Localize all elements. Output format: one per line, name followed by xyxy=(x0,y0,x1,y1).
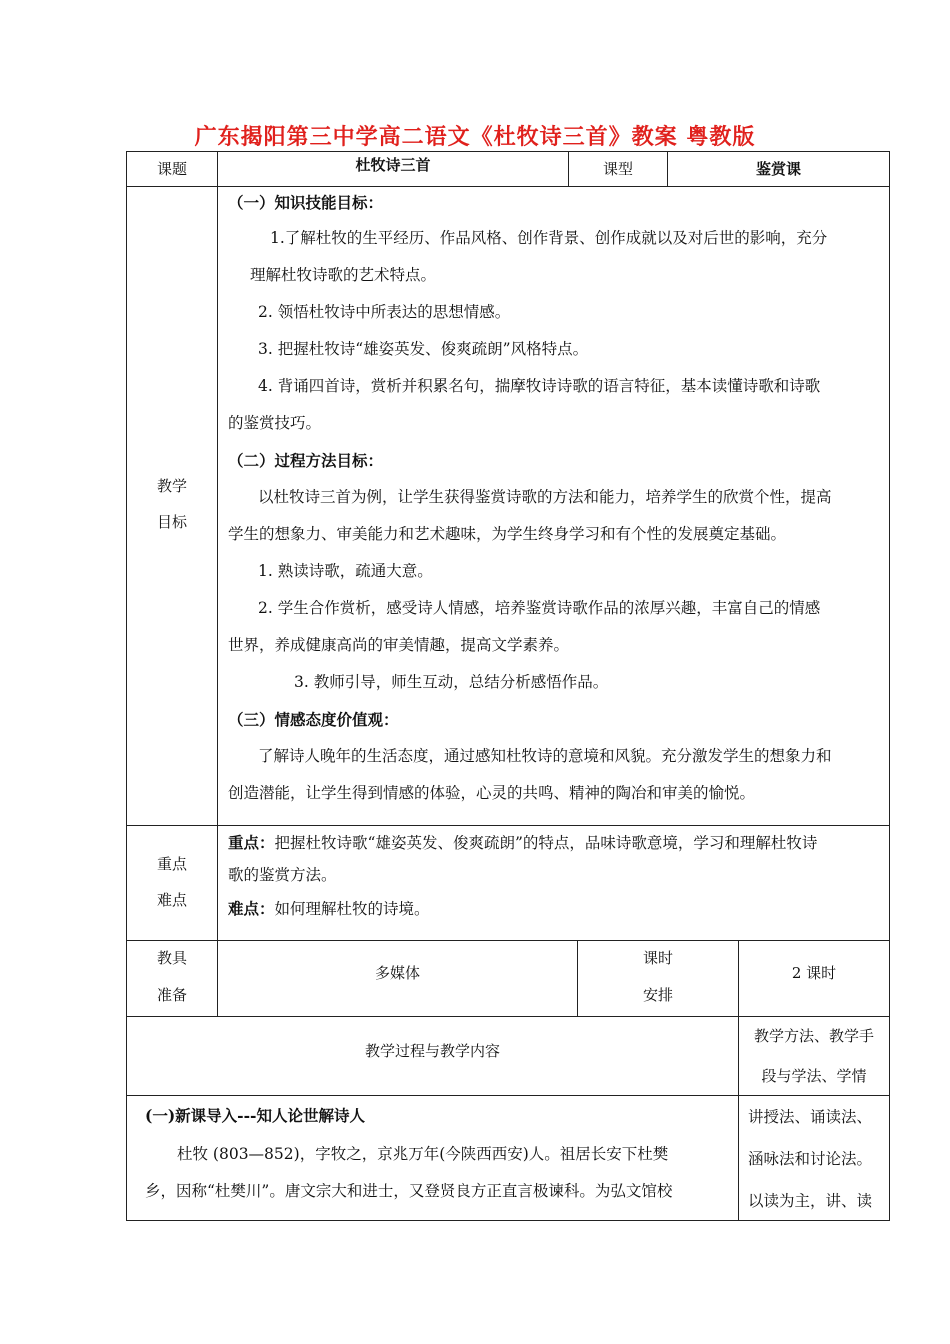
intro-paragraph-b: 乡，因称“杜樊川”。唐文宗大和进士，又登贤良方正直言极谏科。为弘文馆校 xyxy=(145,1182,673,1200)
objective-k3: 3. 把握杜牧诗“雄姿英发、俊爽疏朗”风格特点。 xyxy=(258,340,589,358)
key-points-content xyxy=(218,826,886,926)
key-point-text-a: 把握杜牧诗歌“雄姿英发、俊爽疏朗”的特点，品味诗歌意境，学习和理解杜牧诗 xyxy=(274,834,818,852)
course-value: 杜牧诗三首 xyxy=(355,156,431,174)
objectives-label: 教学 目标 xyxy=(156,477,187,531)
key-point-text-b: 歌的鉴赏方法。 xyxy=(228,866,337,884)
process-heading: （二）过程方法目标： xyxy=(228,451,384,470)
emotion-heading: （三）情感态度价值观： xyxy=(228,710,399,729)
objective-k4-b: 的鉴赏技巧。 xyxy=(228,414,322,432)
process-header-left: 教学过程与教学内容 xyxy=(364,1042,500,1060)
objective-m2-a: 2. 学生合作赏析，感受诗人情感，培养鉴赏诗歌作品的浓厚兴趣，丰富自己的情感 xyxy=(258,599,821,617)
objective-m1: 1. 熟读诗歌，疏通大意。 xyxy=(258,562,433,580)
objective-k2: 2. 领悟杜牧诗中所表达的思想情感。 xyxy=(258,303,511,321)
type-value: 鉴赏课 xyxy=(755,160,801,178)
knowledge-heading: （一）知识技能目标： xyxy=(228,193,384,212)
page-title: 广东揭阳第三中学高二语文《杜牧诗三首》教案 粤教版 xyxy=(194,125,756,150)
tools-value: 多媒体 xyxy=(374,964,420,982)
objective-e-a: 了解诗人晚年的生活态度，通过感知杜牧诗的意境和风貌。充分激发学生的想象力和 xyxy=(258,747,832,765)
objective-m2-b: 世界，养成健康高尚的审美情趣，提高文学素养。 xyxy=(228,636,570,654)
objective-m3: 3. 教师引导，师生互动，总结分析感悟作品。 xyxy=(294,673,609,691)
intro-paragraph-a: 杜牧 (803—852)，字牧之，京兆万年(今陕西西安)人。祖居长安下杜樊 xyxy=(177,1145,669,1163)
objectives-content xyxy=(218,186,886,812)
intro-heading: (一)新课导入---知人论世解诗人 xyxy=(145,1106,365,1125)
intro-content xyxy=(127,1096,735,1210)
objective-m0-b: 学生的想象力、审美能力和艺术趣味，为学生终身学习和有个性的发展奠定基础。 xyxy=(228,525,787,543)
objective-e-b: 创造潜能，让学生得到情感的体验，心灵的共鸣、精神的陶冶和审美的愉悦。 xyxy=(228,784,756,802)
difficulty-text: 如何理解杜牧的诗境。 xyxy=(274,900,430,918)
objective-m0-a: 以杜牧诗三首为例，让学生获得鉴赏诗歌的方法和能力，培养学生的欣赏个性，提高 xyxy=(258,488,832,506)
key-point-label: 重点： xyxy=(228,833,275,852)
type-label: 课型 xyxy=(602,160,633,178)
course-label: 课题 xyxy=(156,160,187,178)
tools-label: 教具 准备 xyxy=(156,949,187,1004)
difficulty-label: 难点： xyxy=(228,899,275,918)
objective-k1-a: 1.了解杜牧的生平经历、作品风格、创作背景、创作成就以及对后世的影响，充分 xyxy=(270,229,828,247)
time-value: 2 课时 xyxy=(791,964,837,982)
objective-k4-a: 4. 背诵四首诗，赏析并积累名句，揣摩牧诗诗歌的语言特征，基本读懂诗歌和诗歌 xyxy=(258,377,821,395)
intro-method: 讲授法、诵读法、 涵咏法和讨论法。 以读为主，讲、读 xyxy=(748,1108,873,1210)
key-points-label: 重点 难点 xyxy=(156,855,187,909)
process-header-right: 教学方法、教学手 段与学法、学情 xyxy=(753,1027,874,1085)
objective-k1-b: 理解杜牧诗歌的艺术特点。 xyxy=(250,266,437,284)
time-label: 课时 安排 xyxy=(642,949,673,1004)
